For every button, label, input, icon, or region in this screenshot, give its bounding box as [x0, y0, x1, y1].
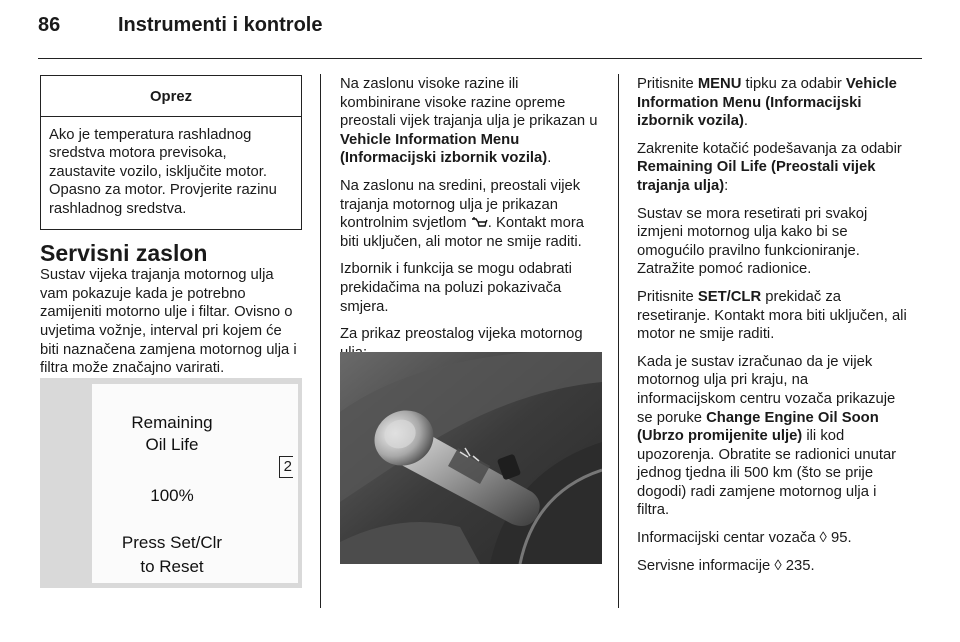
display-remaining-text: Remaining — [131, 413, 213, 432]
caution-text: Ako je temperatura rashladnog sredstva motora previsoka, zaustavite vozilo, isključite motor. Opasno za motor. Provjerite razinu rashladnog sredstva. — [49, 126, 277, 217]
column-3 — [637, 75, 909, 584]
section-title: Servisni zaslon — [40, 239, 208, 266]
caution-title: Oprez — [41, 76, 301, 117]
header-rule — [38, 58, 922, 59]
display-page-indicator: 2 — [279, 456, 293, 478]
display-percent-text: 100% — [150, 486, 194, 505]
col2-paragraph-1: Na zaslonu visoke razine ili kombinirane visoke razine opreme preostali vijek trajanja ulja je prikazan u Vehicle Information Menu (Informacijski izbornik vozila). — [340, 76, 598, 167]
col2-paragraph-2: Na zaslonu na sredini, preostali vijek trajanja motornog ulja je prikazan kontrolnim svjetlom . Kontakt mora biti uključen, ali motor ne smije raditi. — [340, 177, 584, 250]
service-intro-paragraph: Sustav vijeka trajanja motornog ulja vam pokazuje kada je potrebno zamijeniti motorno ulje i filtar. Ovisno o uvjetima vožnje, interval pri kojem će biti naznačena zamjena motornog ulja i filtra može značajno varirati. — [40, 267, 297, 377]
col3-paragraph-2: Zakrenite kotačić podešavanja za odabir Remaining Oil Life (Preostali vijek trajanja ulja): — [637, 140, 902, 194]
col3-paragraph-3: Sustav se mora resetirati pri svakoj izmjeni motornog ulja kako bi se omogućilo pravilno funkcioniranje. Zatražite pomoć radionice. — [637, 205, 868, 278]
turn-signal-stalk-photo — [340, 352, 602, 564]
cross-reference-driver-info: Informacijski centar vozača ◊ 95. — [637, 530, 852, 547]
col3-paragraph-4: Pritisnite SET/CLR prekidač za resetiranje. Kontakt mora biti uključen, ali motor ne smije raditi. — [637, 288, 907, 343]
column-divider-2 — [618, 74, 619, 608]
cross-reference-service: Servisne informacije ◊ 235. — [637, 557, 815, 574]
stalk-illustration — [340, 352, 602, 564]
column-2 — [340, 75, 602, 371]
column-divider-1 — [320, 74, 321, 608]
caution-box — [40, 75, 302, 230]
chapter-title: Instrumenti i kontrole — [118, 14, 323, 36]
column-1 — [40, 75, 302, 387]
col3-paragraph-1: Pritisnite MENU tipku za odabir Vehicle Information Menu (Informacijski izbornik vozila). — [637, 76, 897, 130]
display-screen — [92, 384, 298, 583]
oil-life-display-figure — [40, 378, 302, 588]
oil-change-light-icon — [471, 216, 488, 228]
display-oil-life-text: Oil Life — [145, 435, 199, 454]
display-press-text: Press Set/Clr — [121, 533, 223, 552]
col3-paragraph-5: Kada je sustav izračunao da je vijek motornog ulja pri kraju, na informacijskom centru vozača prikazuje se poruke Change Engine Oil Soon (Ubrzo promijenite ulje) ili kod upozorenja. Obratite se radionici unutar jednog tjedna ili 500 km (što se prije dogodi) radi zamjene motornog ulja i filtra. — [637, 353, 897, 519]
page-number: 86 — [38, 14, 61, 36]
page-header — [38, 14, 322, 37]
col2-paragraph-3: Izbornik i funkcija se mogu odabrati prekidačima na poluzi pokazivača smjera. — [340, 261, 572, 315]
col2-paragraph-4: Za prikaz preostalog vijeka motornog — [340, 326, 583, 343]
display-reset-text: to Reset — [140, 557, 204, 576]
